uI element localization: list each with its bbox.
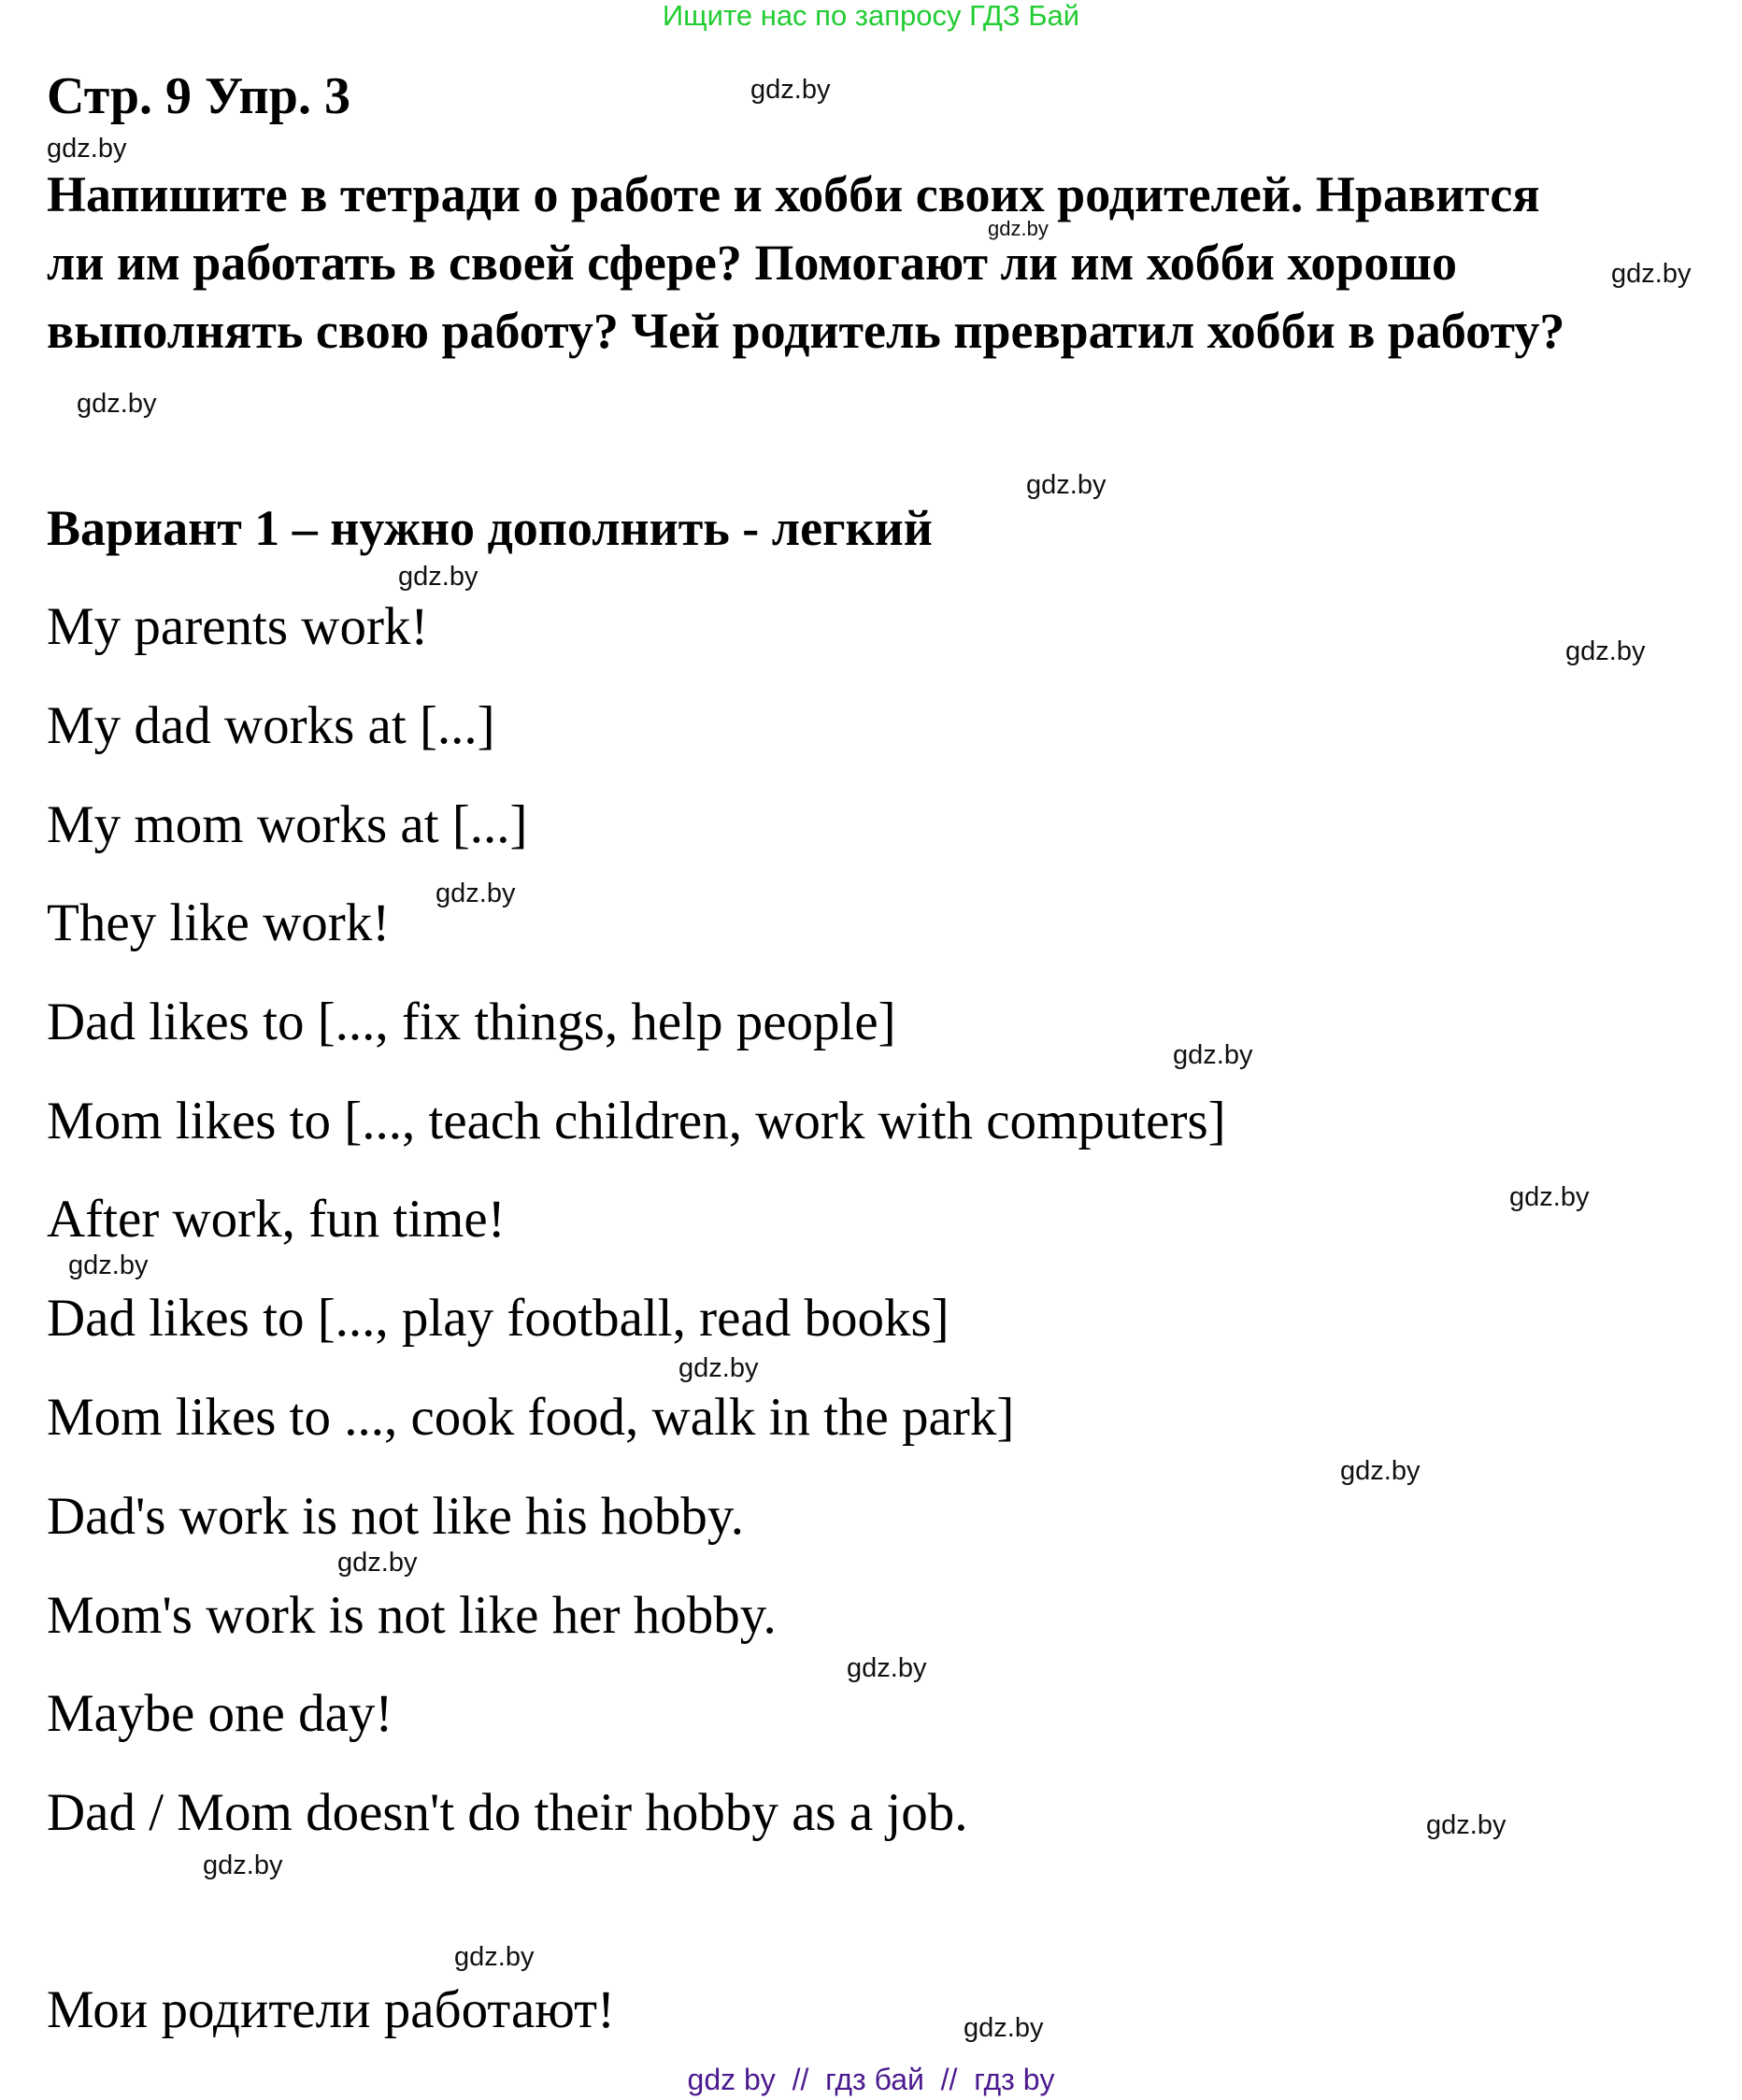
answer-line: Mom's work is not like her hobby. (47, 1586, 777, 1645)
watermark: gdz.by (77, 389, 157, 419)
watermark: gdz.by (964, 2013, 1044, 2043)
answer-line: Dad / Mom doesn't do their hobby as a job. (47, 1783, 968, 1842)
instruction-line: ли им работать в своей сфере? Помогают ли им хобби хорошо (47, 235, 1457, 291)
answer-line: Mom likes to ..., cook food, walk in the park] (47, 1388, 1015, 1447)
footer-site-links[interactable]: gdz by // гдз бай // гдз by (687, 2063, 1055, 2096)
watermark: gdz.by (847, 1653, 927, 1683)
answer-line: After work, fun time! (47, 1190, 506, 1249)
answer-line: My mom works at [...] (47, 795, 528, 854)
watermark: gdz.by (454, 1942, 535, 1972)
watermark: gdz.by (678, 1353, 759, 1383)
watermark: gdz.by (47, 134, 127, 164)
instruction-line: выполнять свою работу? Чей родитель превратил хобби в работу? (47, 303, 1565, 359)
watermark: gdz.by (1509, 1182, 1590, 1212)
watermark: gdz.by (1340, 1456, 1421, 1486)
answer-line: Maybe one day! (47, 1684, 393, 1743)
watermark: gdz.by (1026, 470, 1107, 500)
variant-heading: Вариант 1 – нужно дополнить - легкий (47, 500, 933, 556)
answer-line: My parents work! (47, 597, 429, 656)
russian-answer-line: Мои родители работают! (47, 1980, 615, 2039)
instruction-line: Напишите в тетради о работе и хобби своих родителей. Нравится (47, 166, 1540, 222)
watermark: gdz.by (1426, 1810, 1506, 1840)
watermark: gdz.by (1611, 259, 1692, 289)
watermark: gdz.by (203, 1850, 283, 1880)
answer-line: Dad's work is not like his hobby. (47, 1487, 744, 1546)
watermark: gdz.by (1565, 636, 1646, 666)
search-notice-banner: Ищите нас по запросу ГДЗ Бай (662, 0, 1080, 32)
answer-line: Dad likes to [..., fix things, help people] (47, 993, 896, 1051)
watermark: gdz.by (1173, 1040, 1253, 1070)
page-title: Стр. 9 Упр. 3 (47, 67, 350, 125)
watermark: gdz.by (337, 1548, 418, 1578)
watermark: gdz.by (68, 1250, 149, 1280)
watermark: gdz.by (436, 879, 516, 908)
answer-line: Dad likes to [..., play football, read books] (47, 1289, 950, 1348)
watermark: gdz.by (750, 75, 831, 105)
answer-line: They like work! (47, 893, 391, 952)
watermark: gdz.by (988, 217, 1049, 240)
answer-line: My dad works at [...] (47, 696, 495, 755)
answer-line: Mom likes to [..., teach children, work with computers] (47, 1092, 1226, 1150)
watermark: gdz.by (398, 562, 478, 592)
